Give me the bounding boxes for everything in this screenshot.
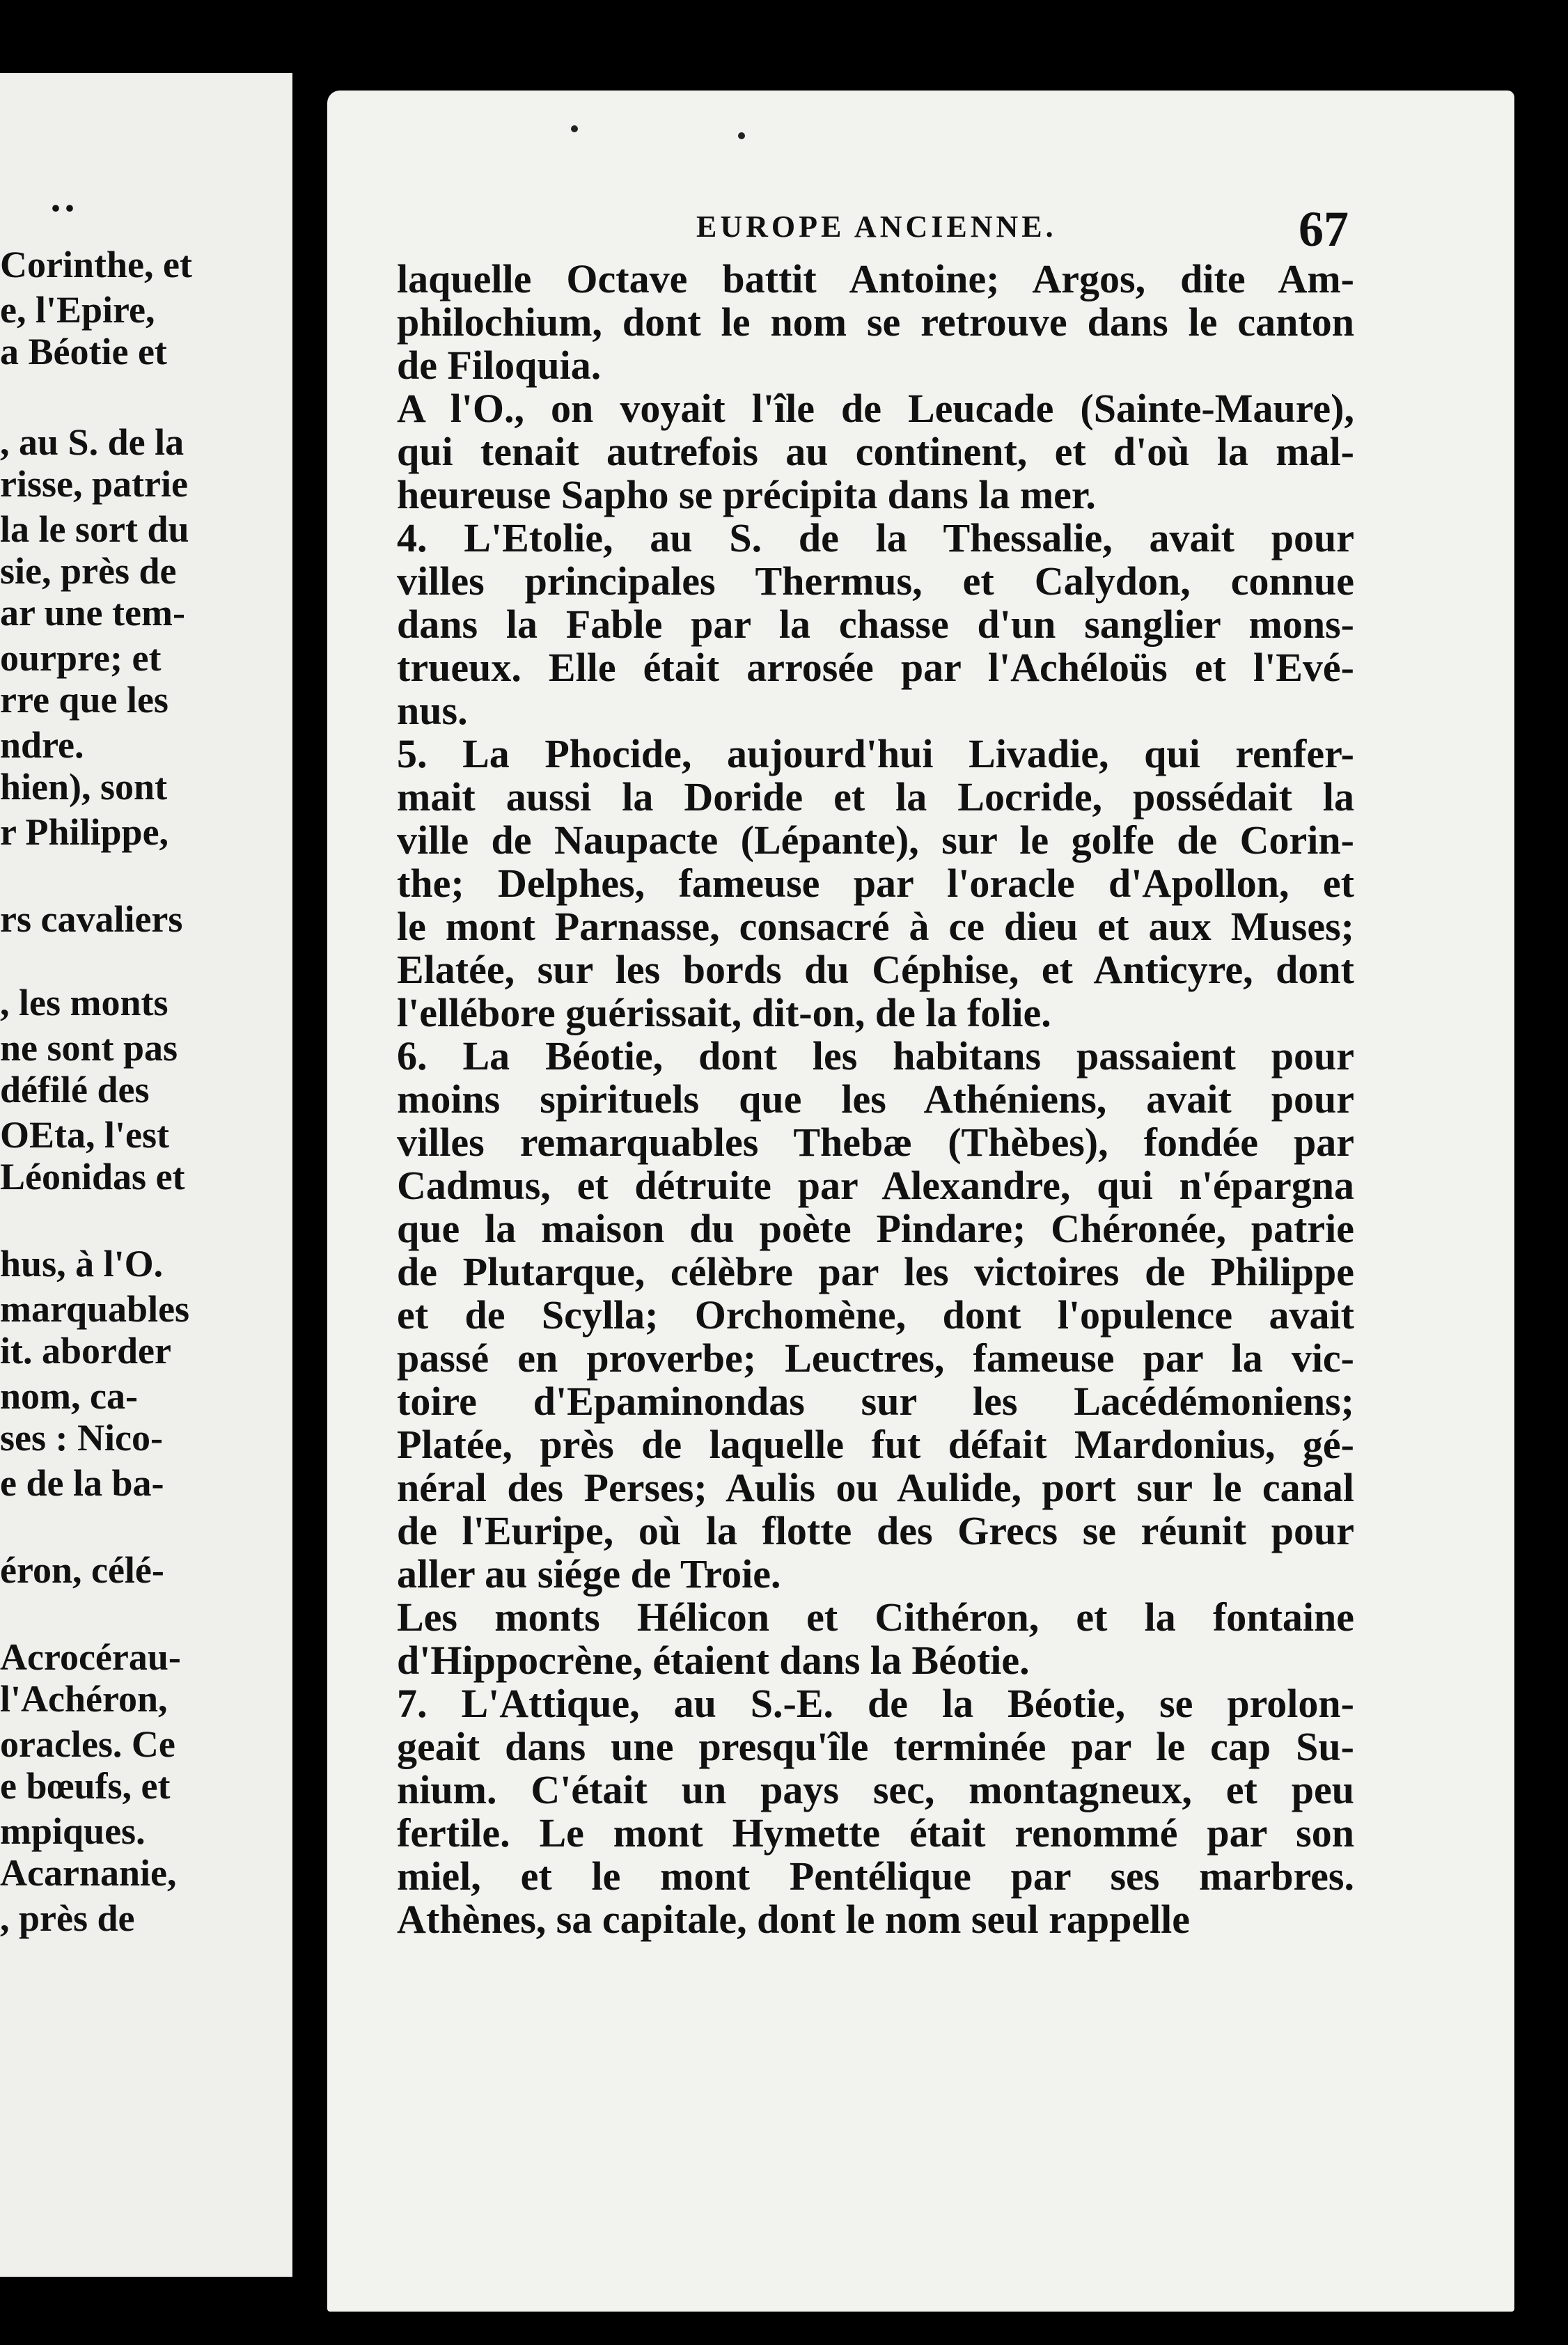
text-line: moins spirituels que les Athéniens, avait pour (397, 1076, 1354, 1122)
text-line: nium. C'était un pays sec, montagneux, et peu (397, 1767, 1354, 1812)
text-line: the; Delphes, fameuse par l'oracle d'Apollon, et (397, 861, 1354, 906)
left-page-line: e de la ba- (0, 1462, 164, 1504)
left-page-line: hien), sont (0, 766, 168, 808)
left-page-line: Léonidas et (0, 1156, 185, 1198)
text-line: d'Hippocrène, étaient dans la Béotie. (397, 1638, 1030, 1683)
text-line: heureuse Sapho se précipita dans la mer. (397, 472, 1096, 517)
left-page-line: Acrocérau- (0, 1636, 181, 1678)
text-line: philochium, dont le nom se retrouve dans le canton (397, 299, 1354, 345)
text-line: villes remarquables Thebæ (Thèbes), fondée par (397, 1120, 1354, 1165)
left-page-line: nom, ca- (0, 1375, 138, 1417)
text-line: Platée, près de laquelle fut défait Mardonius, gé- (397, 1422, 1354, 1467)
text-line: miel, et le mont Pentélique par ses marbres. (397, 1853, 1354, 1899)
left-page-line: Corinthe, et (0, 244, 192, 285)
left-page-line: , au S. de la (0, 421, 185, 463)
text-line: nus. (397, 688, 468, 733)
text-line: laquelle Octave battit Antoine; Argos, dite Am- (397, 256, 1354, 301)
paper-speck (738, 132, 745, 139)
left-page-line: la le sort du (0, 508, 189, 550)
text-line: aller au siége de Troie. (397, 1551, 781, 1597)
text-line: fertile. Le mont Hymette était renommé par son (397, 1810, 1354, 1856)
left-page-line: , les monts (0, 982, 168, 1024)
left-page-dots: ·· (49, 185, 77, 231)
page-number: 67 (1299, 201, 1349, 257)
running-head: EUROPE ANCIENNE. (696, 210, 1057, 244)
left-page-line: oracles. Ce (0, 1723, 175, 1765)
left-page-line: rs cavaliers (0, 898, 183, 940)
left-page-line: e, l'Epire, (0, 289, 155, 331)
text-line: mait aussi la Doride et la Locride, possédait la (397, 774, 1354, 819)
text-line: Les monts Hélicon et Cithéron, et la fontaine (397, 1594, 1354, 1640)
text-line: toire d'Epaminondas sur les Lacédémoniens; (397, 1379, 1354, 1424)
text-line: et de Scylla; Orchomène, dont l'opulence avait (397, 1292, 1354, 1338)
left-page-line: e bœufs, et (0, 1765, 171, 1807)
left-page-line: Acarnanie, (0, 1852, 177, 1894)
text-line: 4. L'Etolie, au S. de la Thessalie, avait pour (397, 515, 1354, 560)
left-page-line: a Béotie et (0, 331, 167, 372)
left-page-line: éron, célé- (0, 1549, 164, 1591)
text-line: geait dans une presqu'île terminée par le cap Su- (397, 1724, 1354, 1769)
text-line: de l'Euripe, où la flotte des Grecs se réunit pour (397, 1508, 1354, 1553)
left-page-line: hus, à l'O. (0, 1243, 164, 1285)
text-line: que la maison du poète Pindare; Chéronée, patrie (397, 1206, 1354, 1251)
left-page-line: , près de (0, 1897, 135, 1939)
text-line: de Filoquia. (397, 343, 602, 388)
left-page-line: ar une tem- (0, 592, 185, 634)
left-page-line: OEta, l'est (0, 1114, 169, 1156)
text-line: ville de Naupacte (Lépante), sur le golfe de Corin- (397, 817, 1354, 863)
text-line: l'ellébore guérissait, dit-on, de la folie. (397, 990, 1051, 1035)
text-line: qui tenait autrefois au continent, et d'où la mal- (397, 429, 1354, 474)
left-page-line: ses : Nico- (0, 1417, 163, 1459)
text-line: 6. La Béotie, dont les habitans passaient pour (397, 1033, 1354, 1079)
left-page-line: ne sont pas (0, 1027, 178, 1069)
left-page-line: it. aborder (0, 1330, 171, 1372)
text-line: néral des Perses; Aulis ou Aulide, port sur le canal (397, 1465, 1354, 1510)
right-page (327, 91, 1514, 2312)
paper-speck (571, 125, 578, 132)
left-page-line: ourpre; et (0, 637, 162, 679)
text-line: villes principales Thermus, et Calydon, connue (397, 558, 1354, 604)
text-line: passé en proverbe; Leuctres, fameuse par la vic- (397, 1335, 1354, 1381)
left-page-line: l'Achéron, (0, 1678, 168, 1720)
text-line: A l'O., on voyait l'île de Leucade (Sainte-Maure), (397, 386, 1354, 431)
left-page-line: risse, patrie (0, 463, 188, 505)
text-line: Athènes, sa capitale, dont le nom seul rappelle (397, 1897, 1191, 1942)
left-page-line: mpiques. (0, 1810, 146, 1852)
text-line: 5. La Phocide, aujourd'hui Livadie, qui renfer- (397, 731, 1354, 776)
text-line: 7. L'Attique, au S.-E. de la Béotie, se prolon- (397, 1681, 1354, 1726)
left-page-line: défilé des (0, 1069, 150, 1111)
text-line: Elatée, sur les bords du Céphise, et Anticyre, dont (397, 947, 1354, 992)
left-page-fragment (0, 73, 292, 2277)
body-text (397, 258, 1354, 1941)
left-page-line: ndre. (0, 724, 84, 766)
text-line: le mont Parnasse, consacré à ce dieu et aux Muses; (397, 904, 1354, 949)
left-page-line: sie, près de (0, 550, 177, 592)
left-page-line: r Philippe, (0, 811, 169, 853)
text-line: trueux. Elle était arrosée par l'Achéloüs et l'Evé- (397, 645, 1354, 690)
left-page-line: marquables (0, 1288, 190, 1330)
text-line: dans la Fable par la chasse d'un sanglier mons- (397, 602, 1354, 647)
text-line: de Plutarque, célèbre par les victoires de Philippe (397, 1249, 1354, 1294)
text-line: Cadmus, et détruite par Alexandre, qui n'épargna (397, 1163, 1354, 1208)
left-page-line: rre que les (0, 679, 168, 721)
